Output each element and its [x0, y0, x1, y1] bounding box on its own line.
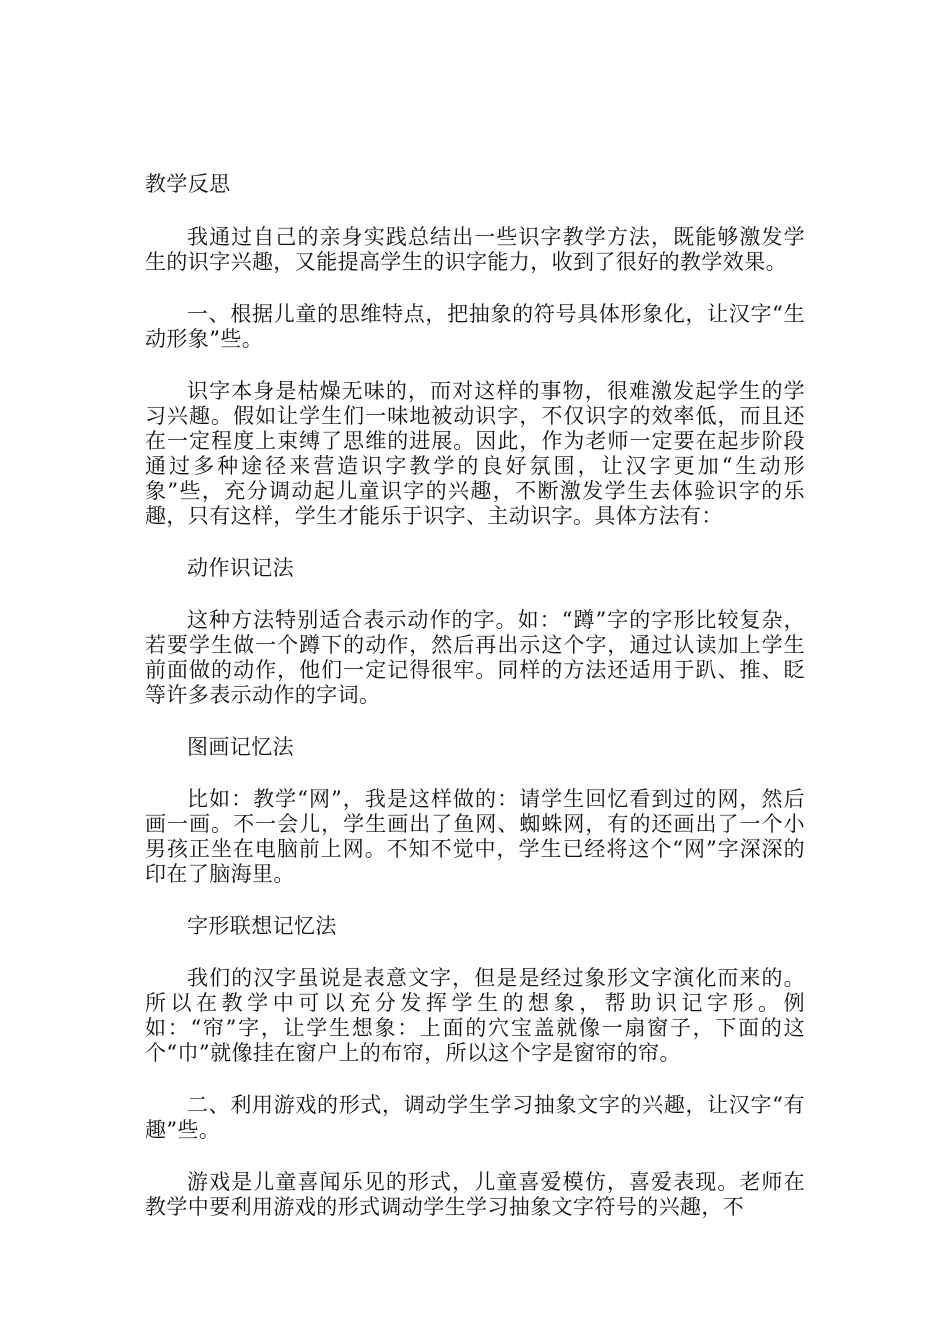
intro-paragraph: 我通过自己的亲身实践总结出一些识字教学方法，既能够激发学生的识字兴趣，又能提高学生的识字能力，收到了很好的教学效果。: [145, 225, 805, 274]
method-paragraph-shape: 我们的汉字虽说是表意文字，但是是经过象形文字演化而来的。所以在教学中可以充分发挥学生的想象，帮助识记字形。例如：“帘”字，让学生想象：上面的穴宝盖就像一扇窗子，下面的这个“巾”就像挂在窗户上的布帘，所以这个字是窗帘的帘。: [145, 966, 805, 1065]
method-heading-shape: 字形联想记忆法: [187, 914, 337, 938]
section-one-heading: 一、根据儿童的思维特点，把抽象的符号具体形象化，让汉字“生动形象”些。: [145, 302, 805, 351]
method-heading-drawing: 图画记忆法: [187, 735, 294, 759]
method-paragraph-drawing: 比如：教学“网”，我是这样做的：请学生回忆看到过的网，然后画一画。不一会儿，学生画出了鱼网、蜘蛛网，有的还画出了一个小男孩正坐在电脑前上网。不知不觉中，学生已经将这个“网”字深深的印在了脑海里。: [145, 787, 805, 886]
document-body: [145, 172, 805, 1247]
document-title: 教学反思: [145, 172, 231, 196]
section-one-paragraph: 识字本身是枯燥无味的，而对这样的事物，很难激发起学生的学习兴趣。假如让学生们一味地被动识字，不仅识字的效率低，而且还在一定程度上束缚了思维的进展。因此，作为老师一定要在起步阶段通过多种途径来营造识字教学的良好氛围，让汉字更加“生动形象”些，充分调动起儿童识字的兴趣，不断激发学生去体验识字的乐趣，只有这样，学生才能乐于识字、主动识字。具体方法有：: [145, 379, 805, 528]
method-paragraph-action: 这种方法特别适合表示动作的字。如：“蹲”字的字形比较复杂，若要学生做一个蹲下的动作，然后再出示这个字，通过认读加上学生前面做的动作，他们一定记得很牢。同样的方法还适用于趴、推、眨等许多表示动作的字词。: [145, 608, 805, 707]
method-heading-action: 动作识记法: [187, 556, 294, 580]
section-two-heading: 二、利用游戏的形式，调动学生学习抽象文字的兴趣，让汉字“有趣”些。: [145, 1093, 805, 1142]
section-two-paragraph: 游戏是儿童喜闻乐见的形式，儿童喜爱模仿，喜爱表现。老师在教学中要利用游戏的形式调动学生学习抽象文字符号的兴趣，不: [145, 1170, 805, 1219]
